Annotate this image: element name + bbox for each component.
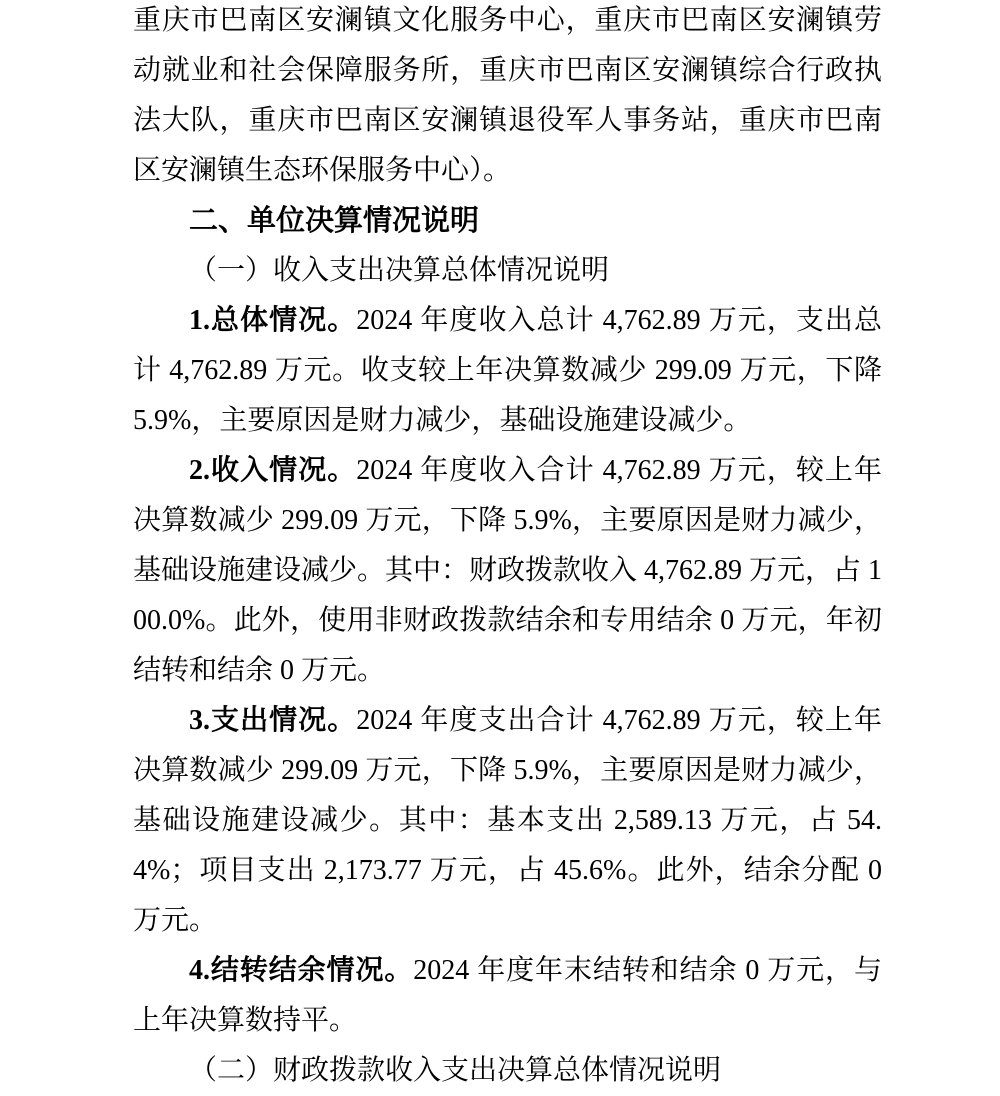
paragraph-income-situation xyxy=(133,446,882,696)
paragraph-text: 2024 年度收入合计 4,762.89 万元，较上年决算数减少 299.09 万元，下降 5.9%，主要原因是财力减少，基础设施建设减少。其中：财政拨款收入 4,762.89 万元，占 100.0%。此外，使用非财政拨款结余和专用结余 0 万元，年初结转和结余 0 万元。 xyxy=(133,455,883,686)
section-heading-unit-final-accounts: 二、单位决算情况说明 xyxy=(189,205,480,237)
paragraph-text: 2024 年度年末结转和结余 0 万元，与上年决算数持平。 xyxy=(133,955,882,1036)
subsection-heading-income-expenditure-overview: （一）收入支出决算总体情况说明 xyxy=(189,255,610,286)
paragraph-overall-situation xyxy=(133,296,882,446)
paragraph-expenditure-situation xyxy=(133,696,882,946)
paragraph-lead: 1.总体情况。 xyxy=(189,305,357,336)
paragraph-text: 2024 年度支出合计 4,762.89 万元，较上年决算数减少 299.09 万元，下降 5.9%，主要原因是财力减少，基础设施建设减少。其中：基本支出 2,589.13 万元，占 54.4%；项目支出 2,173.77 万元，占 45.6%。此外，结余分配 0 万元。 xyxy=(133,705,882,936)
paragraph-lead: 4.结转结余情况。 xyxy=(189,955,414,986)
paragraph-text: 2024 年度收入总计 4,762.89 万元，支出总计 4,762.89 万元。收支较上年决算数减少 299.09 万元，下降 5.9%，主要原因是财力减少，基础设施建设减少。 xyxy=(133,305,882,436)
paragraph-text: 重庆市巴南区安澜镇文化服务中心，重庆市巴南区安澜镇劳动就业和社会保障服务所，重庆市巴南区安澜镇综合行政执法大队，重庆市巴南区安澜镇退役军人事务站，重庆市巴南区安澜镇生态环保服务中心）。 xyxy=(133,5,882,186)
subsection-heading-fiscal-appropriation-overview: （二）财政拨款收入支出决算总体情况说明 xyxy=(189,1055,722,1086)
paragraph-lead: 3.支出情况。 xyxy=(189,705,357,736)
paragraph-carryover-balance-situation xyxy=(133,946,882,1046)
paragraph-subordinate-units-continuation xyxy=(133,0,882,196)
paragraph-lead: 2.收入情况。 xyxy=(189,455,357,486)
